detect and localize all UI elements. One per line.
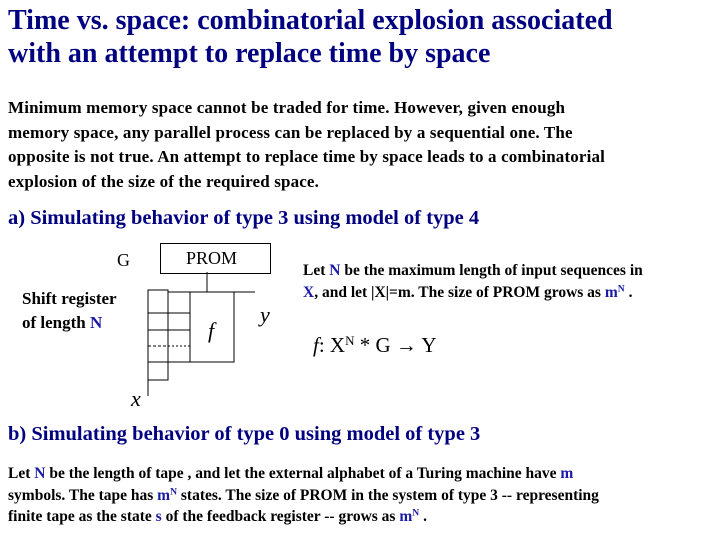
mapping-formula: f: $X^N * G \to Y$ bbox=[313, 332, 437, 357]
y-label: y bbox=[260, 302, 270, 327]
section-a-heading: a) Simulating behavior of type 3 using model of type 4 bbox=[8, 207, 480, 229]
prom-explanation bbox=[303, 260, 643, 304]
intro-line-4: explosion of the size of the required space. bbox=[8, 171, 320, 191]
f-label: f bbox=[208, 318, 215, 343]
outro-line-2: symbols. The tape has $m^N$ states. The size of PROM in the system of type 3 -- representing bbox=[8, 486, 599, 504]
g-label: G bbox=[117, 250, 130, 270]
intro-line-1: Minimum memory space cannot be traded for time. However, given enough bbox=[8, 98, 566, 117]
shift-register-n: N bbox=[90, 313, 103, 332]
explanation-line-1: Let N be the maximum length of input sequences in bbox=[303, 262, 643, 279]
section-b-heading: b) Simulating behavior of type 0 using model of type 3 bbox=[8, 423, 481, 445]
title-line-1: Time vs. space: combinatorial explosion associated bbox=[8, 5, 613, 36]
title-line-2: with an attempt to replace time by space bbox=[8, 38, 491, 69]
shift-register-box bbox=[148, 290, 168, 380]
intro-line-3: opposite is not true. An attempt to replace time by space leads to a combinatorial bbox=[8, 147, 606, 166]
prom-label: PROM bbox=[185, 248, 238, 268]
outro-line-3: finite tape as the state s of the feedback register -- grows as $m^N$ . bbox=[8, 507, 427, 525]
outro-paragraph bbox=[8, 463, 599, 528]
explanation-line-2: X, and let |X|=m. The size of PROM grows as $m^N$ . bbox=[303, 283, 633, 301]
x-label: x bbox=[131, 386, 141, 411]
shift-register-line-2: of length N bbox=[22, 313, 103, 332]
outro-line-1: Let N be the length of tape , and let the external alphabet of a Turing machine have m bbox=[8, 465, 574, 482]
shift-register-line-1: Shift register bbox=[22, 289, 117, 308]
intro-line-2: memory space, any parallel process can be replaced by a sequential one. The bbox=[8, 122, 573, 142]
